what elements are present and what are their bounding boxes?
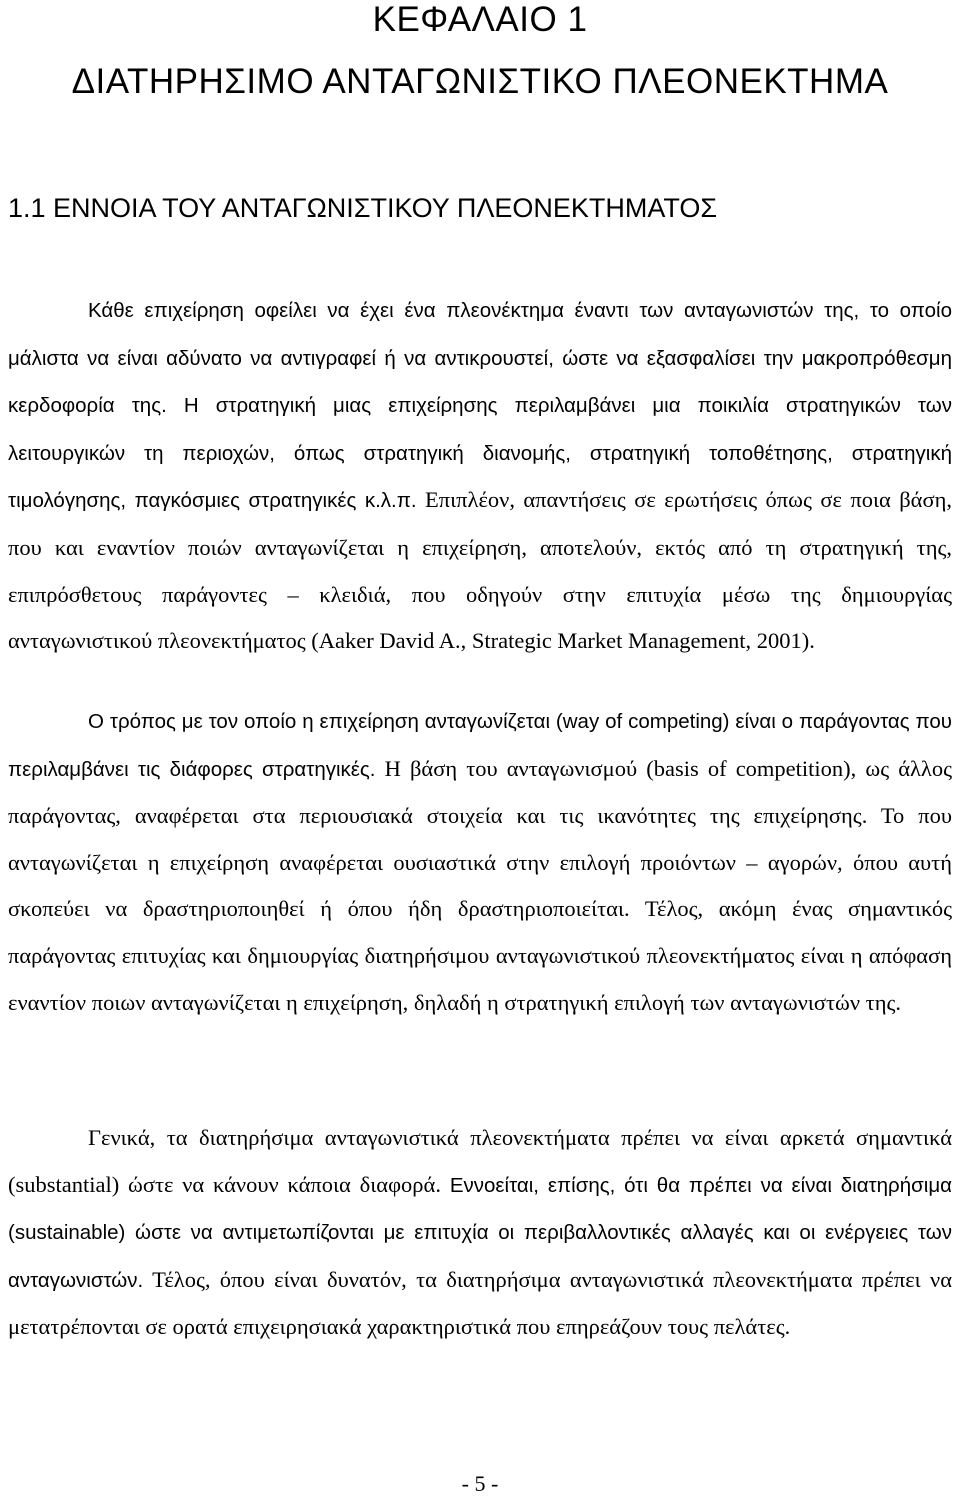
paragraph-1-part-a: Κάθε επιχείρηση οφείλει να έχει ένα πλεονέκτημα έναντι των ανταγωνιστών της, το οποίο μάλιστα να είναι αδύνατο να αντιγραφεί ή να αντικρουστεί, ώστε να εξασφαλίσει την μακροπρόθεσμη κερδοφορία της. Η στρατηγική μιας επιχείρησης περιλαμβάνει μια ποικιλία στρατηγικών των λειτουργικών τη περιοχών, όπως στρατηγική διανομής, στρατηγική τοποθέτησης, στρατηγική τιμολόγησης, παγκόσμιες στρατηγικές κ.λ.π. xyxy=(8,299,952,513)
chapter-number: ΚΕΦΑΛΑΙΟ 1 xyxy=(372,0,588,39)
paragraph-1 xyxy=(8,287,952,665)
page-number: - 5 - xyxy=(461,1471,499,1496)
paragraph-2-part-a: Ο τρόπος με τον οποίο η επιχείρηση ανταγωνίζεται (way of competing) είναι ο παράγοντας που περιλαμβάνει τις διάφορες στρατηγικές. xyxy=(8,710,952,781)
paragraph-1-part-b: Επιπλέον, απαντήσεις σε ερωτήσεις όπως σε ποια βάση, που και εναντίον ποιών ανταγωνίζεται η επιχείρηση, αποτελούν, εκτός από τη στρατηγική της, επιπρόσθετους παράγοντες – κλειδιά, που οδηγούν στην επιτυχία μέσω της δημιουργίας ανταγωνιστικού πλεονεκτήματος (Aaker David A., Strategic Market Management, 2001). xyxy=(8,487,952,654)
paragraph-2-part-b: Η βάση του ανταγωνισμού (basis of competition), ως άλλος παράγοντας, αναφέρεται στα περιουσιακά στοιχεία και τις ικανότητες της επιχείρησης. Το που ανταγωνίζεται η επιχείρηση αναφέρεται ουσιαστικά στην επιλογή προιόντων – αγορών, όπου αυτή σκοπεύει να δραστηριοποιηθεί ή όπου ήδη δραστηριοποιείται. xyxy=(8,755,953,922)
chapter-title: ΔΙΑΤΗΡΗΣΙΜΟ ΑΝΤΑΓΩΝΙΣΤΙΚΟ ΠΛΕΟΝΕΚΤΗΜΑ xyxy=(71,62,889,101)
paragraph-3-part-b: Εννοείται, επίσης, ότι θα πρέπει να είναι διατηρήσιμα (sustainable) ώστε να αντιμετωπίζονται με επιτυχία οι περιβαλλοντικές αλλαγές και οι ενέργειες των ανταγωνιστών. xyxy=(8,1173,952,1292)
paragraph-2 xyxy=(8,698,952,1026)
paragraph-2-part-c: Τέλος, ακόμη ένας σημαντικός παράγοντας επιτυχίας και δημιουργίας διατηρήσιμου ανταγωνιστικού πλεονεκτήματος είναι η απόφαση εναντίον ποιων ανταγωνίζεται η επιχείρηση, δηλαδή η στρατηγική επιλογή των ανταγωνιστών της. xyxy=(8,896,953,1015)
paragraph-3-part-c: Τέλος, όπου είναι δυνατόν, τα διατηρήσιμα ανταγωνιστικά πλεονεκτήματα πρέπει να μετατρέπονται σε ορατά επιχειρησιακά χαρακτηριστικά που επηρεάζουν τους πελάτες. xyxy=(8,1266,952,1340)
section-heading: 1.1 ΕΝΝΟΙΑ ΤΟΥ ΑΝΤΑΓΩΝΙΣΤΙΚΟΥ ΠΛΕΟΝΕΚΤΗΜΑΤΟΣ xyxy=(8,193,718,223)
paragraph-3-part-a: Γενικά, τα διατηρήσιμα ανταγωνιστικά πλεονεκτήματα πρέπει να είναι αρκετά σημαντικά (substantial) ώστε να κάνουν κάποια διαφορά. xyxy=(8,1125,952,1197)
paragraph-3 xyxy=(8,1115,952,1351)
